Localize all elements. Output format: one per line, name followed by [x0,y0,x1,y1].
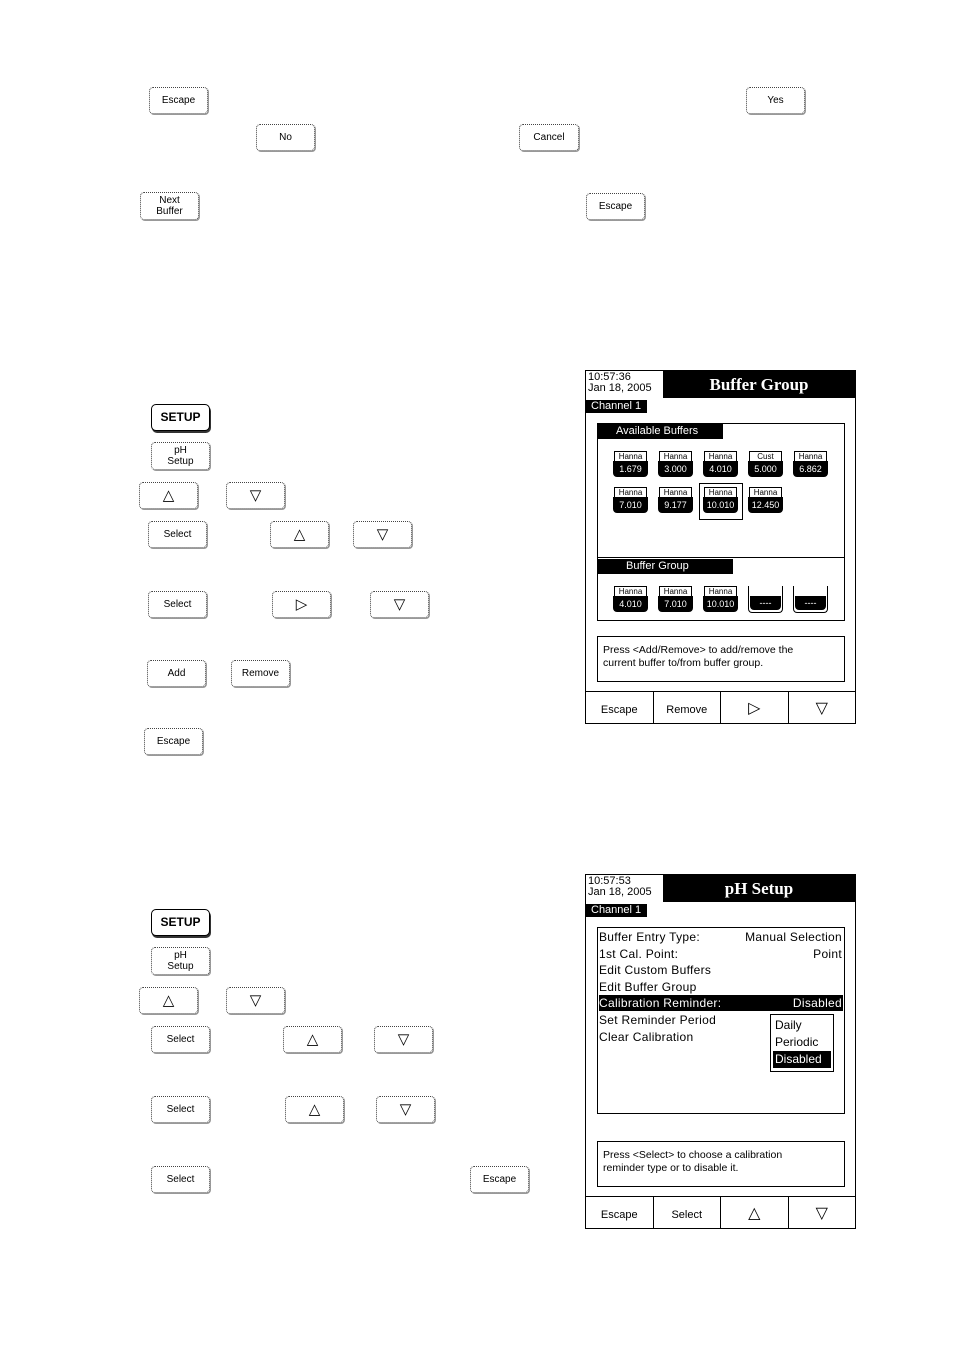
group-buffer[interactable] [613,586,649,614]
select-key-4[interactable]: Select [151,1096,210,1123]
time-display: 10:57:53 [588,875,631,887]
buffer-value: 5.000 [748,461,783,477]
buffer-label: Hanna [614,487,647,498]
buffer-value: 7.010 [658,596,693,612]
no-key[interactable]: No [256,124,315,151]
dropdown-option-periodic[interactable]: Periodic [775,1035,819,1049]
buffer-value: 12.450 [748,497,783,513]
down-arrow-key-4[interactable]: ▽ [226,987,285,1014]
ph-setup-line2: Setup [167,961,194,972]
screen-title: pH Setup [663,875,855,902]
date-display: Jan 18, 2005 [588,382,652,394]
buffer-label: Hanna [659,451,692,462]
softkey-select[interactable]: Select [654,1197,722,1228]
group-buffer[interactable] [793,586,829,614]
buffer-label: Hanna [749,487,782,498]
escape-key-3[interactable]: Escape [144,728,203,755]
next-buffer-line2: Buffer [156,206,183,217]
menu-item-label: 1st Cal. Point: [599,946,679,961]
next-buffer-line1: Next [159,195,180,206]
buffer-label: Hanna [614,451,647,462]
buffer-value: 10.010 [703,596,738,612]
menu-item[interactable] [599,979,843,995]
setup-key-2[interactable]: SETUP [151,909,210,936]
softkey-up[interactable]: △ [721,1197,789,1228]
up-arrow-key-5[interactable]: △ [285,1096,344,1123]
buffer-value: 4.010 [613,596,648,612]
help-message [597,1141,845,1187]
down-arrow-key-6[interactable]: ▽ [376,1096,435,1123]
buffer-value: 9.177 [658,497,693,513]
help-line-1: Press <Add/Remove> to add/remove the [603,644,794,656]
up-arrow-key[interactable]: △ [139,482,198,509]
softkey-escape[interactable]: Escape [586,692,654,723]
dropdown-option-daily[interactable]: Daily [775,1018,802,1032]
select-key[interactable]: Select [148,521,207,548]
time-display: 10:57:36 [588,371,631,383]
buffer-value: 4.010 [703,461,738,477]
menu-item-label: Calibration Reminder: [599,996,722,1011]
date-display: Jan 18, 2005 [588,886,652,898]
buffer-label: Hanna [704,451,737,462]
down-arrow-key-5[interactable]: ▽ [374,1026,433,1053]
group-buffer[interactable] [748,586,784,614]
buffer-value: 1.679 [613,461,648,477]
softkey-row [586,1196,855,1228]
menu-item-label: Edit Buffer Group [599,979,697,994]
ph-setup-screen [585,874,856,1229]
softkey-escape[interactable]: Escape [586,1197,654,1228]
settings-menu [597,927,845,1114]
menu-item[interactable] [599,946,843,962]
screen-title: Buffer Group [663,371,855,398]
softkey-down[interactable]: ▽ [815,1204,828,1222]
menu-item[interactable] [599,962,843,978]
available-buffer[interactable] [658,451,694,479]
remove-key[interactable]: Remove [231,660,290,687]
up-arrow-key-4[interactable]: △ [283,1026,342,1053]
buffer-value: 6.862 [793,461,828,477]
cancel-key[interactable]: Cancel [519,124,579,151]
escape-key-2[interactable]: Escape [586,193,645,220]
add-key[interactable]: Add [147,660,206,687]
available-buffer[interactable] [613,451,649,479]
clock [588,876,652,898]
dropdown-option-disabled[interactable]: Disabled [773,1051,831,1068]
buffer-group-screen [585,370,856,724]
help-line-2: current buffer to/from buffer group. [603,657,764,669]
selection-bracket [699,483,743,520]
buffer-label: Hanna [659,487,692,498]
buffer-label: Hanna [704,487,737,498]
group-buffer[interactable] [658,586,694,614]
menu-item[interactable] [599,929,843,945]
ph-setup-line2: Setup [167,456,194,467]
buffer-value: 7.010 [613,497,648,513]
down-arrow-key-3[interactable]: ▽ [370,591,429,618]
available-buffer[interactable] [793,451,829,479]
clock [588,372,652,394]
menu-item-value: Manual Selection [745,930,842,944]
yes-key[interactable]: Yes [746,87,805,114]
buffer-label: Cust [749,451,782,462]
ph-setup-line1: pH [174,950,187,961]
next-buffer-key[interactable] [140,192,199,220]
channel-label: Channel 1 [586,400,647,413]
ph-setup-key[interactable] [151,442,210,470]
buffer-value: 10.010 [703,497,738,513]
channel-label: Channel 1 [586,904,647,917]
buffer-label: Hanna [794,451,827,462]
menu-item-label: Edit Custom Buffers [599,963,712,978]
softkey-row [586,691,855,723]
menu-item-value: Point [813,946,842,961]
available-buffer[interactable] [748,451,784,479]
buffer-label: Hanna [659,586,692,597]
buffer-label: Hanna [704,586,737,597]
softkey-down[interactable]: ▽ [815,699,828,717]
up-arrow-key-3[interactable]: △ [139,987,198,1014]
buffer-value: ---- [750,596,781,610]
buffers-panel [597,423,845,621]
help-line-1: Press <Select> to choose a calibration [603,1149,783,1161]
menu-item[interactable] [599,995,843,1011]
setup-key[interactable]: SETUP [151,404,210,431]
up-arrow-key-2[interactable]: △ [270,521,329,548]
right-arrow-key[interactable]: ▷ [272,591,331,618]
available-buffer[interactable] [613,487,649,515]
escape-key-4[interactable]: Escape [470,1166,529,1193]
down-arrow-key[interactable]: ▽ [226,482,285,509]
help-message [597,636,845,682]
ph-setup-key-2[interactable] [151,947,210,975]
buffer-value: 3.000 [658,461,693,477]
buffer-label: Hanna [614,586,647,597]
escape-key[interactable]: Escape [149,87,208,114]
menu-item-label: Clear Calibration [599,1029,694,1044]
help-line-2: reminder type or to disable it. [603,1162,739,1174]
select-key-5[interactable]: Select [151,1166,210,1193]
down-arrow-key-2[interactable]: ▽ [353,521,412,548]
menu-item-value: Disabled [792,996,842,1011]
menu-item-label: Buffer Entry Type: [599,930,701,944]
available-buffer[interactable] [658,487,694,515]
buffer-group-header: Buffer Group [598,559,733,574]
available-buffers-header: Available Buffers [598,424,723,439]
reminder-dropdown[interactable] [770,1014,834,1072]
menu-item-label: Set Reminder Period [599,1013,717,1027]
available-buffer[interactable] [703,451,739,479]
select-key-2[interactable]: Select [148,591,207,618]
group-buffer[interactable] [703,586,739,614]
softkey-remove[interactable]: Remove [654,692,722,723]
select-key-3[interactable]: Select [151,1026,210,1053]
available-buffer[interactable] [748,487,784,515]
softkey-right[interactable]: ▷ [721,692,789,723]
ph-setup-line1: pH [174,445,187,456]
buffer-value: ---- [795,596,826,610]
